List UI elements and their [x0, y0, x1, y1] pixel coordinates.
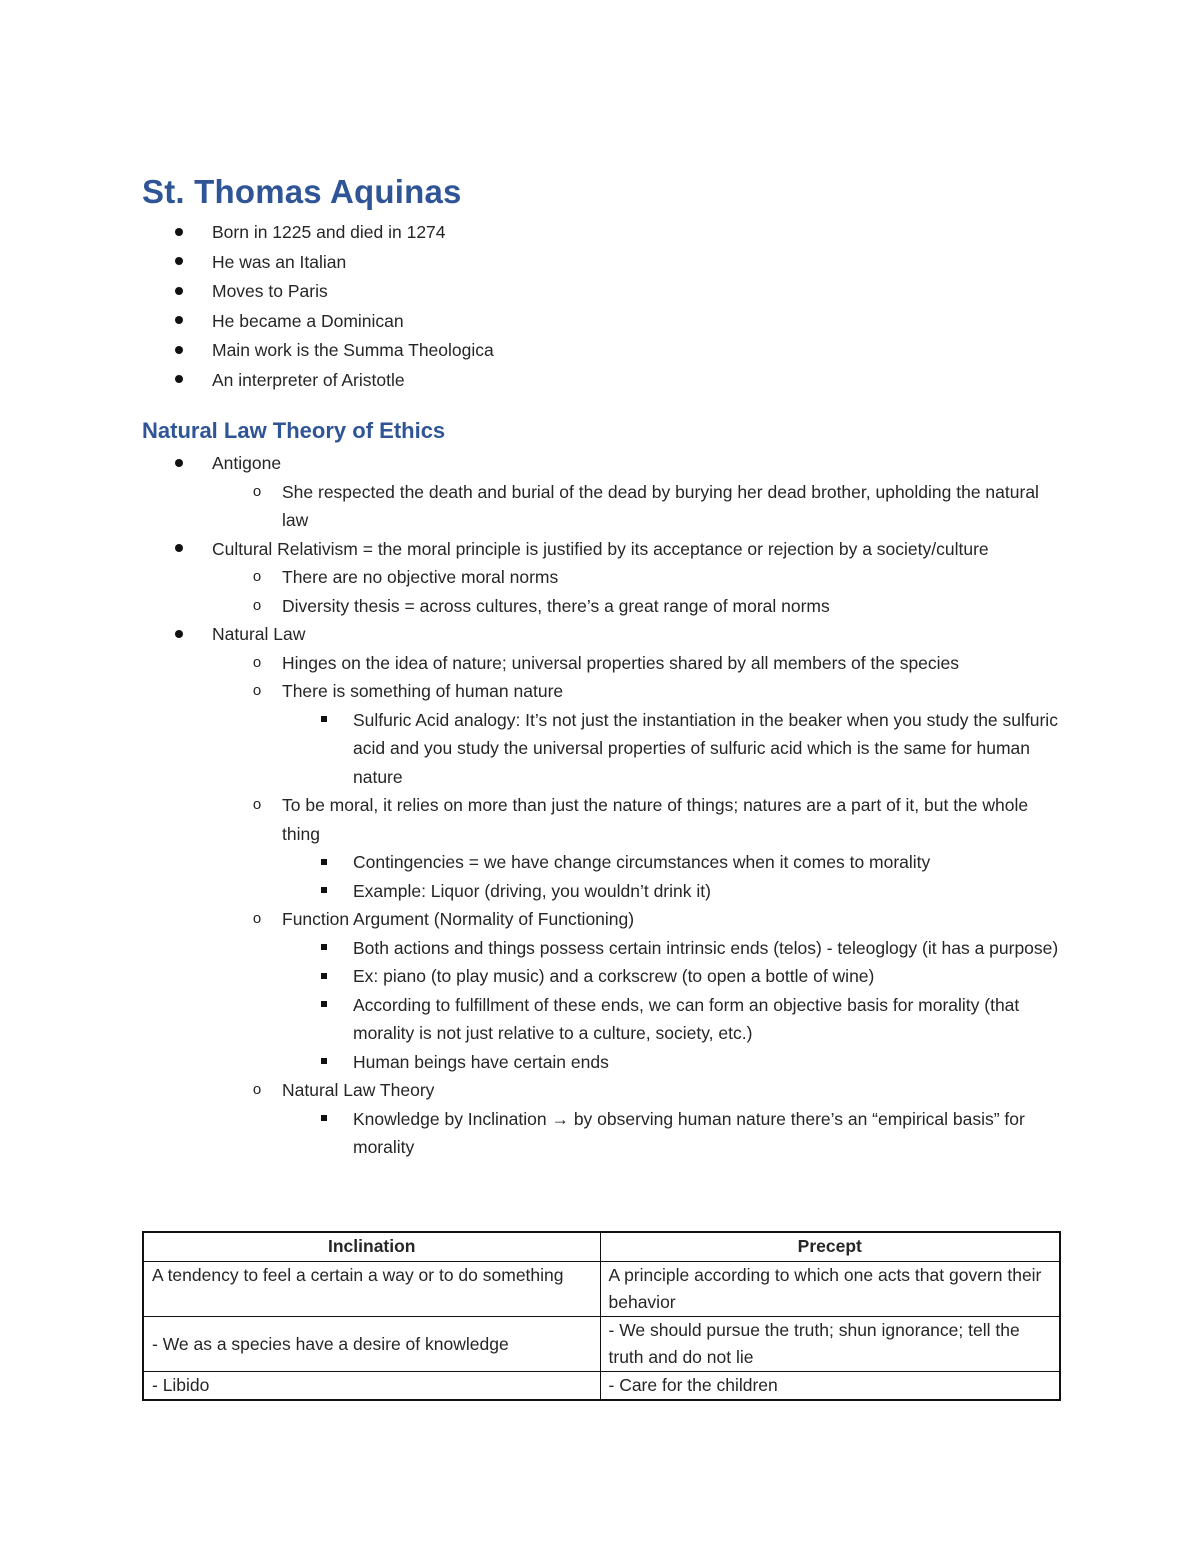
table-row: [143, 1262, 1060, 1317]
list-item: o Diversity thesis = across cultures, there’s a great range of moral norms: [142, 592, 1062, 621]
table-cell: A principle according to which one acts that govern their behavior: [600, 1262, 1060, 1317]
ethics-outline: [142, 449, 1062, 1162]
circle-bullet-icon: o: [252, 796, 262, 813]
table-row: [143, 1372, 1060, 1401]
list-item: Human beings have certain ends: [142, 1048, 1062, 1077]
list-item: Cultural Relativism = the moral principle is justified by its acceptance or rejection by a society/culture: [142, 535, 1062, 564]
list-item: Antigone: [142, 449, 1062, 478]
list-item: Born in 1225 and died in 1274: [142, 218, 1062, 248]
bullet-icon: [172, 248, 186, 278]
page-title: St. Thomas Aquinas: [142, 173, 462, 210]
square-bullet-icon: [317, 877, 331, 906]
circle-bullet-icon: o: [252, 653, 262, 671]
square-bullet-icon: [317, 934, 331, 963]
square-bullet-icon: [317, 962, 331, 991]
bullet-icon: [172, 449, 186, 478]
bullet-icon: [172, 218, 186, 248]
circle-bullet-icon: o: [252, 568, 262, 585]
circle-bullet-icon: o: [252, 910, 262, 927]
list-item: He became a Dominican: [142, 307, 1062, 337]
list-item: o Function Argument (Normality of Functioning): [142, 905, 1062, 934]
list-item: Contingencies = we have change circumstances when it comes to morality: [142, 848, 1062, 877]
list-item: Moves to Paris: [142, 277, 1062, 307]
table-cell: - Care for the children: [600, 1372, 1060, 1401]
circle-bullet-icon: o: [252, 1081, 262, 1098]
list-item: According to fulfillment of these ends, we can form an objective basis for morality (that morality is not just relative to a culture, society, etc.): [142, 991, 1062, 1048]
list-item: An interpreter of Aristotle: [142, 366, 1062, 396]
table-header-row: [143, 1232, 1060, 1262]
table-cell: - We should pursue the truth; shun ignorance; tell the truth and do not lie: [600, 1317, 1060, 1372]
bullet-icon: [172, 336, 186, 366]
table-cell: - We as a species have a desire of knowledge: [143, 1317, 600, 1372]
intro-list: [142, 218, 1062, 395]
list-item: o She respected the death and burial of the dead by burying her dead brother, upholding the natural law: [142, 478, 1062, 535]
list-item: o Hinges on the idea of nature; universal properties shared by all members of the species: [142, 649, 1062, 678]
document-body: [142, 166, 1062, 1162]
bullet-icon: [172, 366, 186, 396]
square-bullet-icon: [317, 706, 331, 735]
list-item: Sulfuric Acid analogy: It’s not just the instantiation in the beaker when you study the sulfuric acid and you study the universal properties of sulfuric acid which is the same for human nature: [142, 706, 1062, 792]
table-cell: - Libido: [143, 1372, 600, 1401]
list-item: o There are no objective moral norms: [142, 563, 1062, 592]
column-header: Precept: [600, 1232, 1060, 1262]
list-item: Knowledge by Inclination → by observing human nature there’s an “empirical basis” for morality: [142, 1105, 1062, 1162]
list-item: He was an Italian: [142, 248, 1062, 278]
bullet-icon: [172, 620, 186, 649]
list-item: Main work is the Summa Theologica: [142, 336, 1062, 366]
list-item: o To be moral, it relies on more than just the nature of things; natures are a part of it, but the whole thing: [142, 791, 1062, 848]
square-bullet-icon: [317, 991, 331, 1020]
list-item: Both actions and things possess certain intrinsic ends (telos) - teleoglogy (it has a purpose): [142, 934, 1062, 963]
square-bullet-icon: [317, 1105, 331, 1134]
table-row: [143, 1317, 1060, 1372]
circle-bullet-icon: o: [252, 682, 262, 699]
column-header: Inclination: [143, 1232, 600, 1262]
list-item: Example: Liquor (driving, you wouldn’t drink it): [142, 877, 1062, 906]
table-cell: A tendency to feel a certain a way or to do something: [143, 1262, 600, 1317]
square-bullet-icon: [317, 848, 331, 877]
bullet-icon: [172, 277, 186, 307]
circle-bullet-icon: o: [252, 482, 262, 500]
list-item: Ex: piano (to play music) and a corkscrew (to open a bottle of wine): [142, 962, 1062, 991]
list-item: o There is something of human nature: [142, 677, 1062, 706]
circle-bullet-icon: o: [252, 596, 262, 614]
bullet-icon: [172, 307, 186, 337]
bullet-icon: [172, 535, 186, 564]
list-item: o Natural Law Theory: [142, 1076, 1062, 1105]
square-bullet-icon: [317, 1048, 331, 1077]
list-item: Natural Law: [142, 620, 1062, 649]
inclination-precept-table: [142, 1231, 1061, 1401]
section-heading: Natural Law Theory of Ethics: [142, 418, 446, 443]
